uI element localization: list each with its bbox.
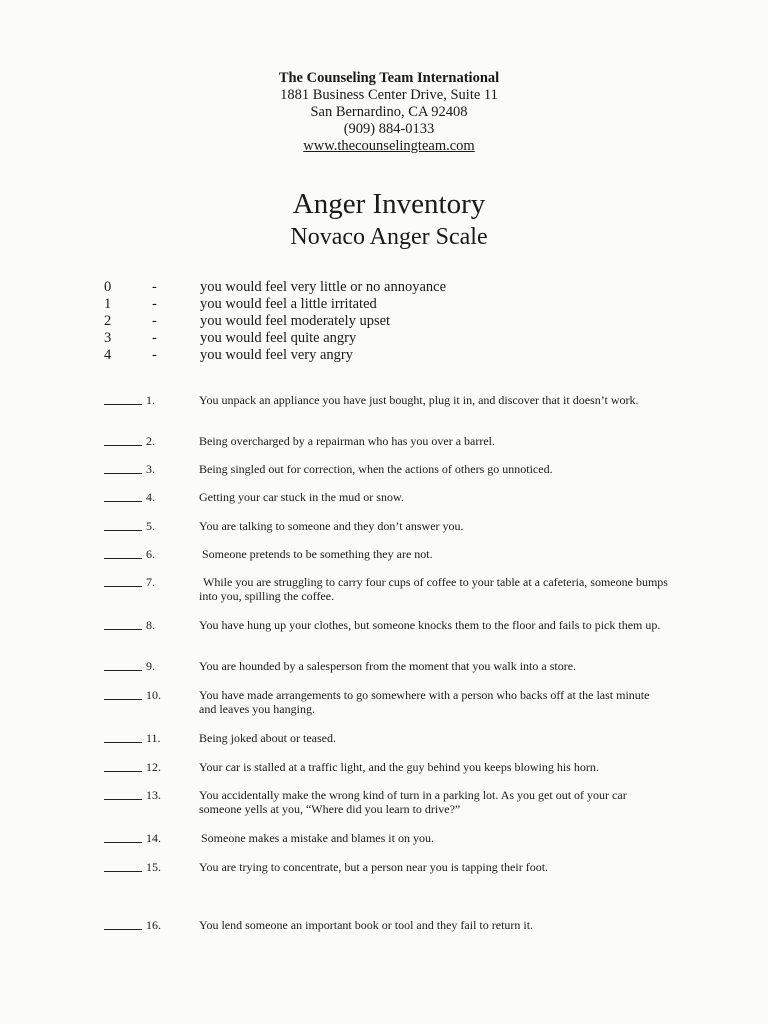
scale-value: 2 [104,313,112,329]
item-text: You have made arrangements to go somewhere with a person who backs off at the last minute and leaves you hanging. [199,688,650,716]
item-text: While you are struggling to carry four cups of coffee to your table at a cafeteria, someone bumps into you, spilling the coffee. [199,575,668,603]
answer-blank[interactable] [104,842,142,843]
scale-value: 0 [104,279,112,295]
item-number: 14. [146,831,161,845]
item-text: You are trying to concentrate, but a person near you is tapping their foot. [199,860,549,874]
answer-blank[interactable] [104,929,142,930]
scale-value: 3 [104,330,112,346]
item-text: You accidentally make the wrong kind of turn in a parking lot. As you get out of your car someone yells at you, “Where did you learn to drive?” [199,788,627,816]
item-number: 7. [146,575,155,589]
scale-description: you would feel quite angry [200,330,357,346]
page-title: Anger Inventory [292,188,486,220]
item-number: 2. [146,434,155,448]
website-link[interactable]: www.thecounselingteam.com [303,138,475,154]
answer-blank[interactable] [104,771,142,772]
item-number: 12. [146,760,161,774]
scale-description: you would feel a little irritated [200,296,377,312]
scale-dash: - [152,279,157,295]
scale-value: 1 [104,296,112,312]
item-number: 11. [146,731,161,745]
item-number: 9. [146,659,155,673]
scale-dash: - [152,330,157,346]
address-line-1: 1881 Business Center Drive, Suite 11 [280,87,498,103]
answer-blank[interactable] [104,473,142,474]
answer-blank[interactable] [104,530,142,531]
page-subtitle: Novaco Anger Scale [290,224,488,250]
answer-blank[interactable] [104,558,142,559]
answer-blank[interactable] [104,670,142,671]
answer-blank[interactable] [104,586,142,587]
item-text: Being singled out for correction, when the actions of others go unnoticed. [199,462,553,476]
item-number: 15. [146,860,161,874]
item-number: 5. [146,519,155,533]
item-number: 4. [146,490,155,504]
scale-dash: - [152,347,157,363]
answer-blank[interactable] [104,501,142,502]
item-text: Your car is stalled at a traffic light, and the guy behind you keeps blowing his horn. [199,760,599,774]
organization-name: The Counseling Team International [278,70,500,86]
item-text: Someone makes a mistake and blames it on you. [201,831,434,845]
scale-dash: - [152,313,157,329]
scale-description: you would feel very little or no annoyance [200,279,447,295]
answer-blank[interactable] [104,742,142,743]
letterhead [0,70,768,155]
item-text: You unpack an appliance you have just bought, plug it in, and discover that it doesn’t work. [199,393,639,407]
item-text: Being joked about or teased. [199,731,336,745]
item-text: You have hung up your clothes, but someone knocks them to the floor and fails to pick them up. [199,618,661,632]
scale-description: you would feel very angry [200,347,354,363]
phone-number: (909) 884-0133 [343,121,435,137]
scale-value: 4 [104,347,112,363]
item-text: You are hounded by a salesperson from the moment that you walk into a store. [199,659,577,673]
item-number: 1. [146,393,155,407]
answer-blank[interactable] [104,799,142,800]
item-text: Getting your car stuck in the mud or snow. [199,490,404,504]
item-number: 10. [146,688,161,702]
address-line-2: San Bernardino, CA 92408 [310,104,468,120]
answer-blank[interactable] [104,699,142,700]
item-text: You lend someone an important book or tool and they fail to return it. [199,918,534,932]
item-text: You are talking to someone and they don’t answer you. [199,519,464,533]
item-text: Someone pretends to be something they are not. [202,547,433,561]
answer-blank[interactable] [104,871,142,872]
answer-blank[interactable] [104,404,142,405]
item-number: 16. [146,918,161,932]
item-number: 13. [146,788,161,802]
item-number: 3. [146,462,155,476]
scale-description: you would feel moderately upset [200,313,391,329]
scale-dash: - [152,296,157,312]
item-number: 6. [146,547,155,561]
answer-blank[interactable] [104,445,142,446]
item-text: Being overcharged by a repairman who has you over a barrel. [199,434,495,448]
item-number: 8. [146,618,155,632]
answer-blank[interactable] [104,629,142,630]
